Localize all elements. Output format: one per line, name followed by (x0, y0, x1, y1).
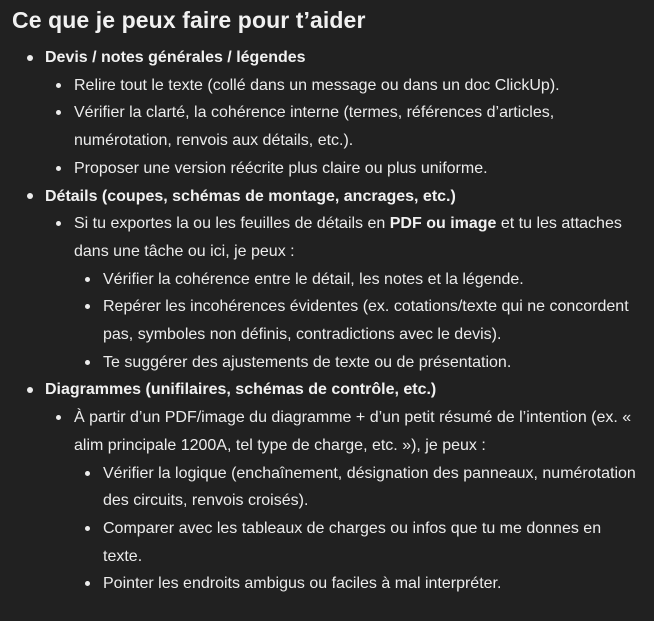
list-item (74, 266, 642, 294)
bullet-icon (56, 221, 61, 226)
list-item (74, 570, 642, 598)
list-item-text: Comparer avec les tableaux de charges ou infos que tu me donnes en texte. (103, 519, 602, 565)
devis-sublist (45, 72, 642, 183)
bullet-icon (85, 526, 90, 531)
list-item (45, 210, 642, 376)
bullet-icon (85, 360, 90, 365)
bullet-icon (56, 166, 61, 171)
text-segment: et tu les attaches dans une tâche ou ici, je peux : (74, 215, 622, 260)
section-title-devis: Devis / notes générales / légendes (45, 49, 306, 66)
list-item-text: Pointer les endroits ambigus ou faciles à mal interpréter. (103, 575, 502, 593)
list-item (45, 404, 642, 598)
list-item (45, 99, 642, 154)
list-item-details (12, 183, 642, 377)
bullet-icon (56, 110, 61, 115)
details-sublist (45, 210, 642, 376)
bullet-icon (27, 193, 33, 199)
list-item-text: Proposer une version réécrite plus claire ou plus uniforme. (74, 159, 488, 177)
list-item-text: Vérifier la cohérence entre le détail, les notes et la légende. (103, 270, 524, 288)
section-title-diagrammes: Diagrammes (unifilaires, schémas de contrôle, etc.) (45, 381, 437, 399)
list-item (45, 72, 642, 100)
list-item-text: Relire tout le texte (collé dans un message ou dans un doc ClickUp). (74, 76, 560, 94)
list-item-devis (12, 44, 642, 183)
bullet-icon (56, 415, 61, 420)
capabilities-list (12, 44, 642, 598)
text-segment-bold: PDF ou image (389, 215, 497, 233)
list-item-text (74, 215, 622, 260)
list-item (74, 515, 642, 570)
list-item-diagrammes (12, 376, 642, 598)
list-item (74, 349, 642, 377)
bullet-icon (27, 55, 33, 61)
list-item (45, 155, 642, 183)
list-item-text: Vérifier la logique (enchaînement, désignation des panneaux, numérotation des circuits, renvois croisés). (103, 464, 636, 510)
bullet-icon (56, 83, 61, 88)
bullet-icon (85, 304, 90, 309)
details-subsublist (74, 266, 642, 377)
bullet-icon (27, 387, 33, 393)
text-segment: Si tu exportes la ou les feuilles de détails en (74, 215, 390, 233)
list-item-text: À partir d’un PDF/image du diagramme + d’un petit résumé de l’intention (ex. « alim principale 1200A, tel type de charge, etc. »), je peux : (74, 409, 632, 454)
list-item (74, 460, 642, 515)
bullet-icon (85, 471, 90, 476)
bullet-icon (85, 277, 90, 282)
bullet-icon (85, 581, 90, 586)
list-item-text: Te suggérer des ajustements de texte ou de présentation. (103, 353, 512, 371)
list-item-text: Vérifier la clarté, la cohérence interne (termes, références d’articles, numérotation, renvois aux détails, etc.). (74, 104, 555, 150)
list-item-text: Repérer les incohérences évidentes (ex. cotations/texte qui ne concordent pas, symboles non définis, contradictions avec le devis). (103, 298, 629, 344)
page-title: Ce que je peux faire pour t’aider (12, 7, 366, 33)
diagrammes-sublist (45, 404, 642, 598)
list-item (74, 293, 642, 348)
diagrammes-subsublist (74, 460, 642, 599)
section-title-details: Détails (coupes, schémas de montage, ancrages, etc.) (45, 187, 456, 205)
